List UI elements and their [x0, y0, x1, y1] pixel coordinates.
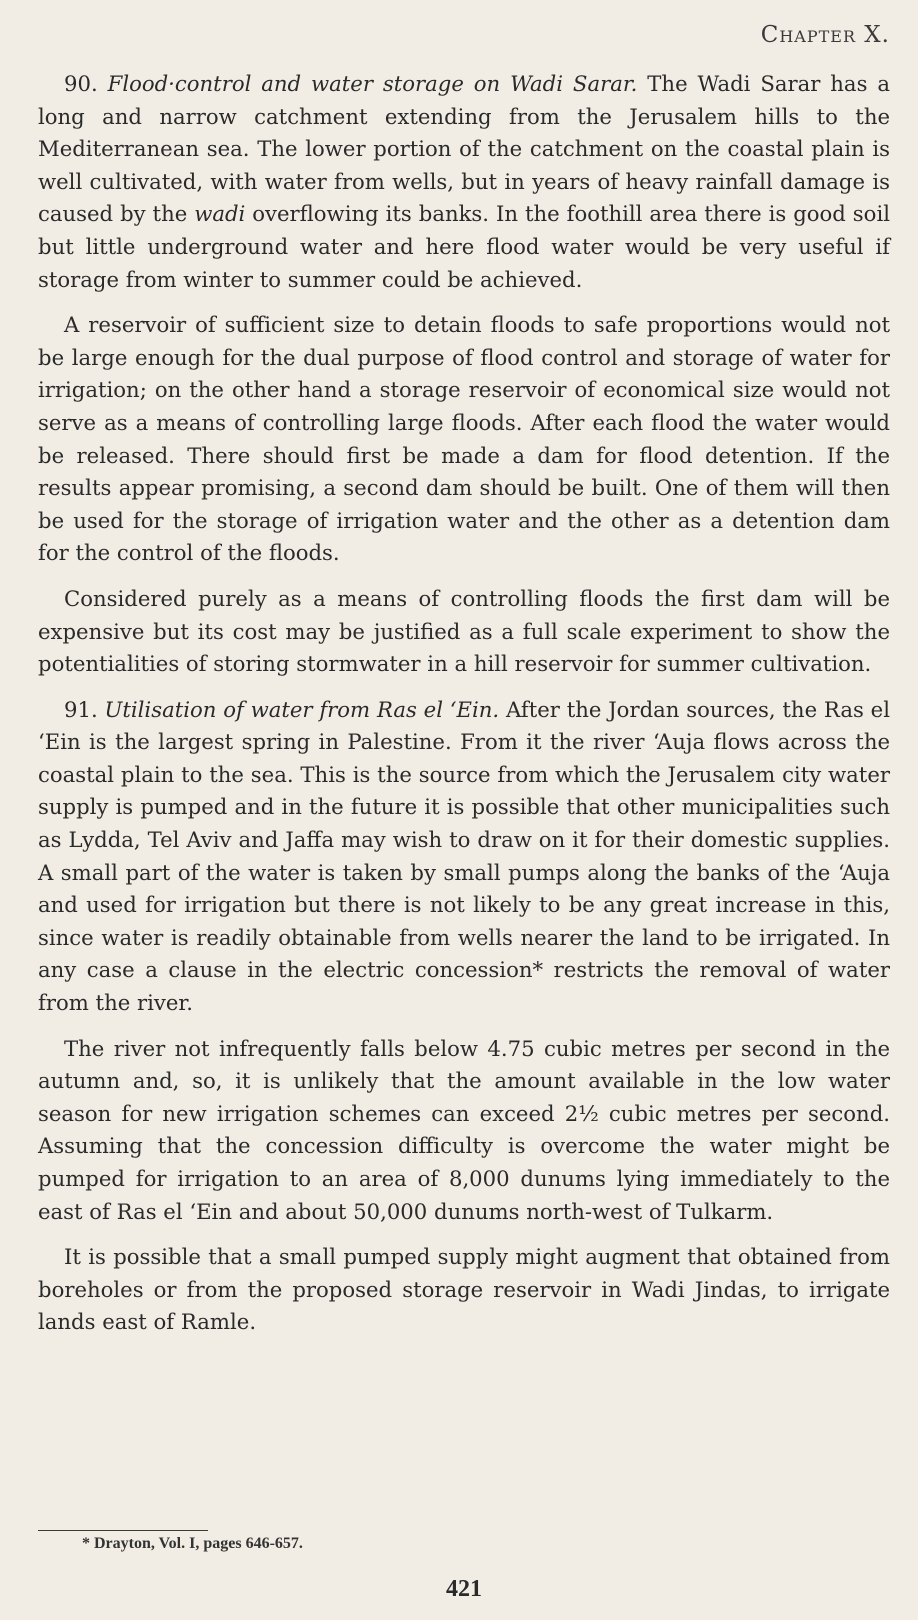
section-heading: Flood·control and water storage on Wadi Sarar. — [107, 71, 638, 96]
body-text — [38, 68, 890, 1352]
paragraph-text: The river not infrequently falls below 4.75 cubic metres per second in the autumn and, so, it is unlikely that the amount available in the low water season for new irrigation schemes can exceed 2½ cubic metres per second. Assuming that the concession difficulty is overcome the water might be pumped for irrigation to an area of 8,000 dunums lying immediately to the east of Ras el ‘Ein and about 50,000 dunums north-west of Tulkarm. — [38, 1035, 890, 1224]
paragraph-text: A reservoir of sufficient size to detain floods to safe proportions would not be large enough for the dual purpose of flood control and storage of water for irrigation; on the other hand a storage reservoir of economical size would not serve as a means of controlling large floods. After each flood the water would be released. There should first be made a dam for flood detention. If the results appear promising, a second dam should be built. One of them will then be used for the storage of irrigation water and the other as a detention dam for the control of the floods. — [38, 312, 890, 566]
section-number: 90. — [64, 71, 98, 96]
page — [38, 22, 890, 1612]
paragraph — [38, 309, 890, 570]
paragraph — [38, 1241, 890, 1339]
section-heading: Utilisation of water from Ras el ‘Ein. — [104, 696, 500, 722]
footnote-rule — [38, 1530, 208, 1531]
paragraph-text: After the Jordan sources, the Ras el ‘Ein is the largest spring in Palestine. From it the river ‘Auja flows across the coastal plain to the sea. This is the source from which the Jerusalem city water supply is pumped and in the future it is possible that other municipalities such as Lydda, Tel Aviv and Jaffa may wish to draw on it for their domestic supplies. A small part of the water is taken by small pumps along the banks of the ‘Auja and used for irrigation but there is not likely to be any great increase in this, since water is readily obtainable from wells nearer the land to be irrigated. In any case a clause in the electric concession* restricts the removal of water from the river. — [38, 696, 890, 1016]
paragraph-text: Considered purely as a means of controlling floods the first dam will be expensive but its cost may be justified as a full scale experiment to show the potentialities of storing stormwater in a hill reservoir for summer cultivation. — [38, 585, 890, 677]
paragraph-text: overflowing its banks. In the foothill area there is good soil but little underground water and here flood water would be very useful if storage from winter to summer could be achieved. — [38, 201, 890, 292]
section-number: 91. — [64, 696, 98, 722]
paragraph-91 — [38, 694, 890, 1020]
paragraph-90 — [38, 68, 890, 296]
paragraph-text: It is possible that a small pumped supply might augment that obtained from boreholes or from the proposed storage reservoir in Wadi Jindas, to irrigate lands east of Ramle. — [38, 1244, 890, 1335]
paragraph — [38, 583, 890, 681]
footnote: * Drayton, Vol. I, pages 646-657. — [82, 1535, 303, 1552]
paragraph — [38, 1033, 890, 1229]
italic-term: wadi — [194, 201, 246, 227]
page-number: 421 — [446, 1576, 482, 1602]
paragraph-text: The Wadi Sarar has a long and narrow catchment extending from the Jerusalem hills to the Mediterranean sea. The lower portion of the catchment on the coastal plain is well cultivated, with water from wells, but in years of heavy rainfall damage is caused by the — [38, 71, 890, 227]
chapter-header: Chapter X. — [760, 22, 890, 48]
